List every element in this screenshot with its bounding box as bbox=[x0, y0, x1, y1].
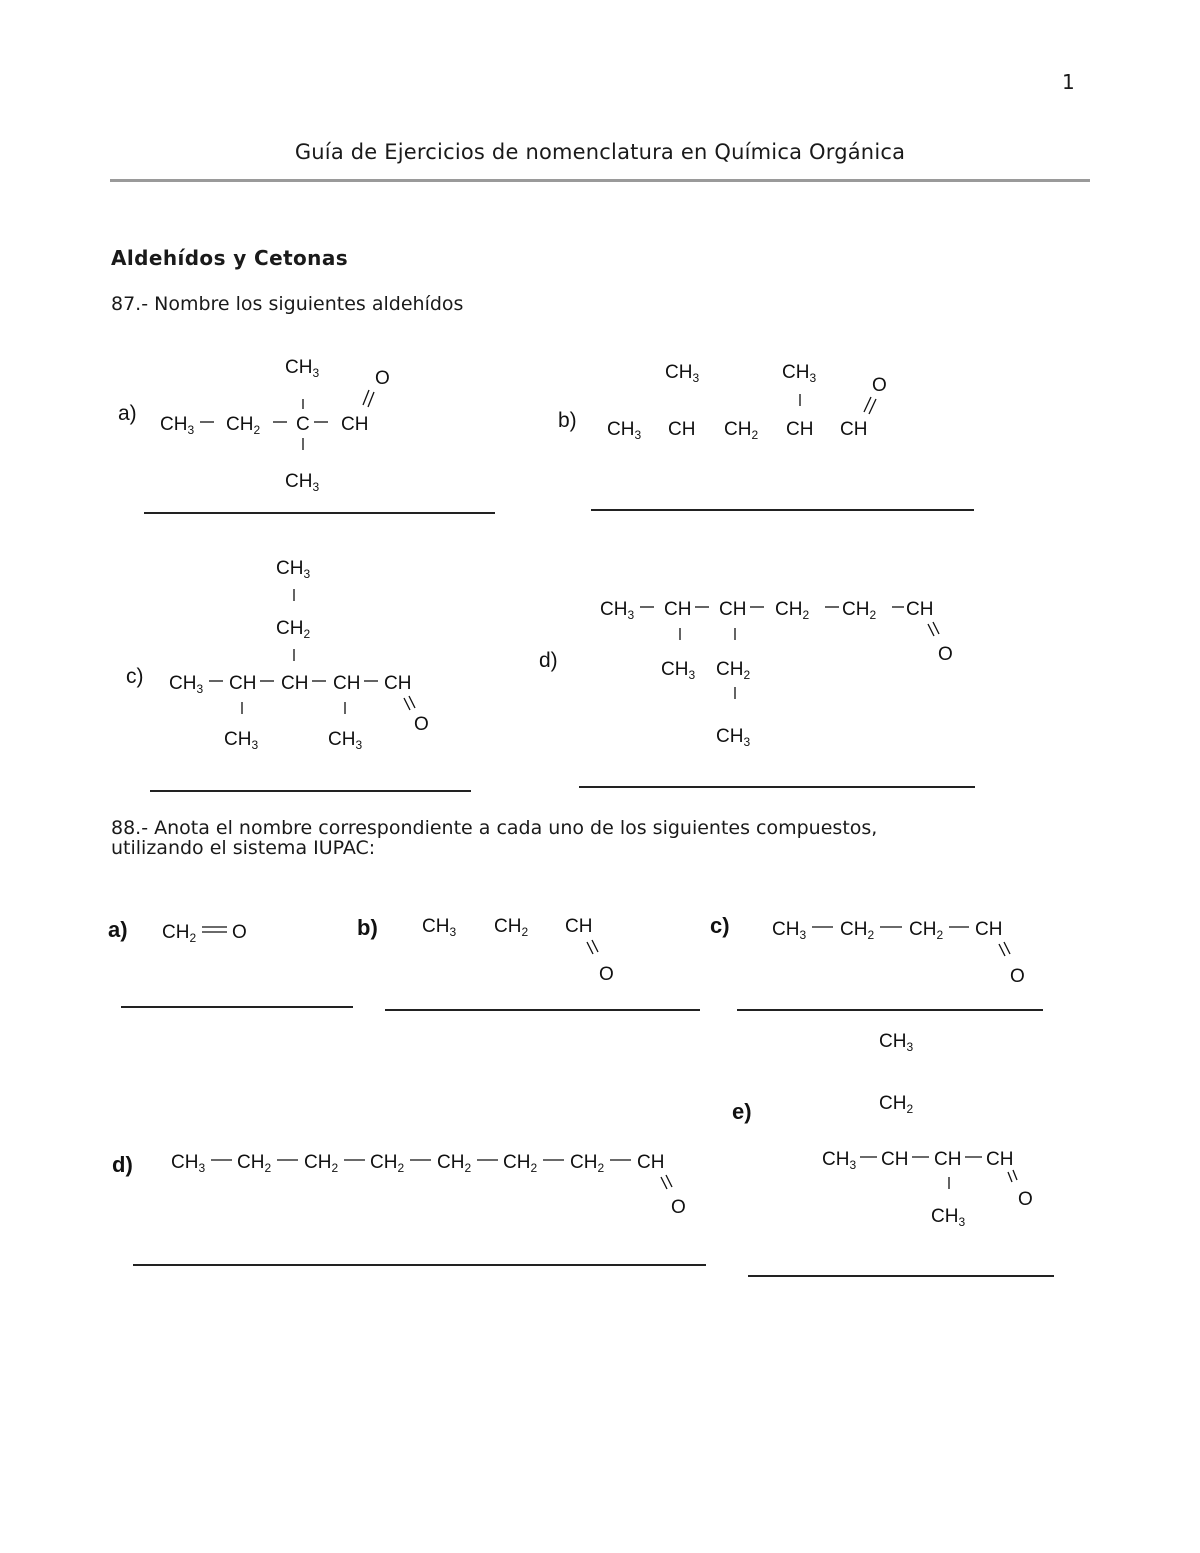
svg-text:d): d) bbox=[112, 1152, 133, 1177]
svg-text:c): c) bbox=[126, 665, 144, 688]
svg-text:CH3: $CH_3$ bbox=[224, 729, 259, 752]
svg-text:CH2: $CH_2$ bbox=[775, 599, 810, 622]
structure-88d bbox=[105, 1140, 705, 1225]
svg-text:CH2: $CH_2$ bbox=[842, 599, 877, 622]
svg-text:CH: CH bbox=[786, 419, 814, 440]
svg-text:CH3: $CH_3$ bbox=[822, 1149, 857, 1172]
svg-text:CH3: $CH_3$ bbox=[171, 1152, 206, 1175]
svg-text:CH3: $CH_3$ bbox=[879, 1031, 914, 1054]
svg-text:CH3: $CH_3$ bbox=[665, 362, 700, 385]
svg-text:CH3: $CH_3$ bbox=[328, 729, 363, 752]
svg-text:O: O bbox=[414, 714, 429, 735]
svg-text:CH2: $CH_2$ bbox=[840, 919, 875, 942]
answer-line-87b[interactable] bbox=[591, 509, 974, 511]
structure-88c bbox=[705, 900, 1045, 990]
structure-88e bbox=[725, 1020, 1045, 1235]
svg-text:CH: CH bbox=[986, 1149, 1014, 1170]
svg-text:CH3: $CH_3$ bbox=[600, 599, 635, 622]
svg-text:CH2: $CH_2$ bbox=[226, 414, 261, 437]
svg-text:CH3: $CH_3$ bbox=[160, 414, 195, 437]
svg-text:CH: CH bbox=[229, 673, 257, 694]
svg-text:b): b) bbox=[558, 409, 577, 432]
structure-87b bbox=[555, 355, 900, 455]
svg-text:CH3: $CH_3$ bbox=[716, 726, 751, 749]
svg-text:CH2: $CH_2$ bbox=[276, 618, 311, 641]
svg-text:CH: CH bbox=[664, 599, 692, 620]
svg-text:CH: CH bbox=[975, 919, 1003, 940]
question-88-prompt-line2: utilizando el sistema IUPAC: bbox=[111, 837, 376, 859]
question-88-prompt-line1: 88.- Anota el nombre correspondiente a cada uno de los siguientes compuestos, bbox=[111, 817, 878, 839]
svg-text:CH2: $CH_2$ bbox=[570, 1152, 605, 1175]
svg-text:O: O bbox=[599, 964, 614, 985]
svg-text:CH: CH bbox=[881, 1149, 909, 1170]
title-divider bbox=[110, 179, 1090, 182]
svg-text:CH3: $CH_3$ bbox=[285, 357, 320, 380]
svg-text:CH2: $CH_2$ bbox=[437, 1152, 472, 1175]
svg-text:O: O bbox=[872, 375, 887, 396]
svg-text:CH2: $CH_2$ bbox=[237, 1152, 272, 1175]
svg-text:O: O bbox=[1010, 966, 1025, 987]
svg-text:C: C bbox=[296, 414, 310, 435]
svg-text:O: O bbox=[671, 1197, 686, 1218]
page-number: 1 bbox=[1062, 70, 1075, 94]
svg-text:CH: CH bbox=[934, 1149, 962, 1170]
svg-text:CH3: $CH_3$ bbox=[782, 362, 817, 385]
svg-text:CH3: $CH_3$ bbox=[607, 419, 642, 442]
svg-text:CH2: $CH_2$ bbox=[909, 919, 944, 942]
svg-text:b): b) bbox=[357, 915, 378, 940]
answer-line-88c[interactable] bbox=[737, 1009, 1043, 1011]
svg-text:CH: CH bbox=[906, 599, 934, 620]
svg-text:CH: CH bbox=[281, 673, 309, 694]
svg-text:CH: CH bbox=[333, 673, 361, 694]
structure-87a bbox=[110, 350, 410, 500]
svg-text:O: O bbox=[1018, 1189, 1033, 1210]
svg-text:CH: CH bbox=[840, 419, 868, 440]
svg-text:CH: CH bbox=[341, 414, 369, 435]
document-title: Guía de Ejercicios de nomenclatura en Química Orgánica bbox=[294, 140, 906, 164]
answer-line-87d[interactable] bbox=[579, 786, 975, 788]
svg-text:O: O bbox=[232, 922, 247, 943]
svg-text:CH3: $CH_3$ bbox=[169, 673, 204, 696]
answer-line-88e[interactable] bbox=[748, 1275, 1054, 1277]
svg-text:CH2: $CH_2$ bbox=[494, 916, 529, 939]
structure-87c bbox=[120, 550, 450, 755]
structure-88b bbox=[350, 900, 635, 990]
svg-text:CH3: $CH_3$ bbox=[661, 659, 696, 682]
svg-text:CH3: $CH_3$ bbox=[285, 471, 320, 494]
answer-line-87c[interactable] bbox=[150, 790, 471, 792]
svg-text:CH3: $CH_3$ bbox=[276, 558, 311, 581]
answer-line-87a[interactable] bbox=[144, 512, 495, 514]
svg-text:CH2: $CH_2$ bbox=[724, 419, 759, 442]
svg-text:CH: CH bbox=[565, 916, 593, 937]
question-87-prompt: 87.- Nombre los siguientes aldehídos bbox=[111, 293, 464, 315]
structure-88a bbox=[100, 905, 270, 950]
svg-text:CH2: $CH_2$ bbox=[879, 1093, 914, 1116]
svg-text:CH3: $CH_3$ bbox=[772, 919, 807, 942]
svg-text:c): c) bbox=[710, 913, 730, 938]
svg-text:CH: CH bbox=[384, 673, 412, 694]
answer-line-88d[interactable] bbox=[133, 1264, 706, 1266]
svg-text:CH2: $CH_2$ bbox=[370, 1152, 405, 1175]
svg-text:CH2: $CH_2$ bbox=[304, 1152, 339, 1175]
structure-87d bbox=[535, 590, 965, 755]
svg-text:CH: CH bbox=[668, 419, 696, 440]
section-heading: Aldehídos y Cetonas bbox=[111, 246, 349, 270]
svg-text:CH2: $CH_2$ bbox=[503, 1152, 538, 1175]
svg-text:d): d) bbox=[539, 649, 558, 672]
svg-text:CH: CH bbox=[719, 599, 747, 620]
svg-text:CH3: $CH_3$ bbox=[931, 1206, 966, 1229]
answer-line-88a[interactable] bbox=[121, 1006, 353, 1008]
svg-text:e): e) bbox=[732, 1099, 752, 1124]
svg-text:a): a) bbox=[108, 917, 128, 942]
svg-text:O: O bbox=[938, 644, 953, 665]
svg-text:a): a) bbox=[118, 402, 137, 425]
svg-text:CH3: $CH_3$ bbox=[422, 916, 457, 939]
svg-text:CH2: $CH_2$ bbox=[716, 659, 751, 682]
answer-line-88b[interactable] bbox=[385, 1009, 700, 1011]
svg-text:O: O bbox=[375, 368, 390, 389]
svg-text:CH: CH bbox=[637, 1152, 665, 1173]
svg-text:CH2: $CH_2$ bbox=[162, 922, 197, 945]
